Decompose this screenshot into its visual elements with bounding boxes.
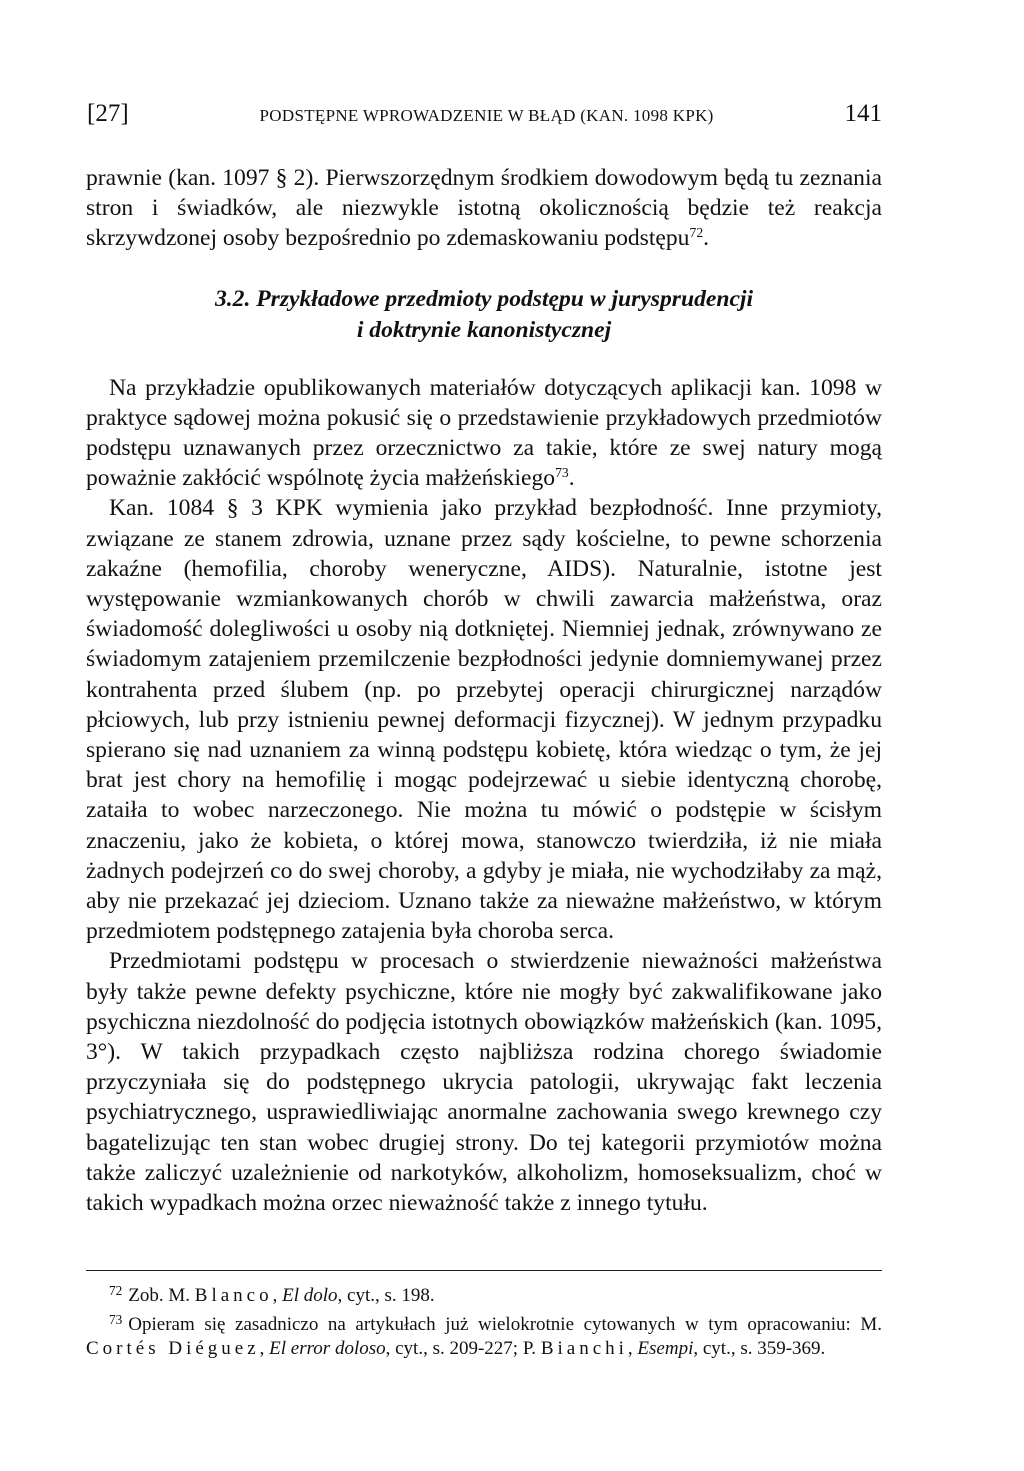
footnote-72 [86,1279,882,1308]
footnote-72-title: El dolo [282,1284,338,1306]
section-heading-line-2: i doktrynie kanonistycznej [356,316,612,343]
paragraph-3: Kan. 1084 § 3 KPK wymienia jako przykład bezpłodność. Inne przymioty, związane ze stanem zdrowia, uznane przez sądy kościelne, to pewne schorzenia zakaźne (hemofilia, choroby weneryczne, AIDS). Naturalnie, istotne jest występowanie wzmiankowanych chorób w chwili zawarcia małżeństwa, oraz świadomość dolegliwości u osoby nią dotkniętej. Niemniej jednak, zrównywano ze świadomym zatajeniem przemilczenie bezpłodności jedynie domniemywanej przez kontrahenta przed ślubem (np. po przebytej operacji chirurgicznej narządów płciowych, lub przy istnieniu pewnej deformacji fizycznej). W jednym przypadku spierano się nad uznaniem za winną podstępu kobietę, która wiedząc o tym, że jej brat jest chory na hemofilię i mogąc podejrzewać u siebie identyczną chorobę, zataiła to wobec narzeczonego. Nie można tu mówić o podstępie w ścisłym znaczeniu, jako że kobieta, o której mowa, stanowczo twierdziła, iż nie miała żadnych podejrzeń co do swej choroby, a gdyby je miała, nie wychodziłaby za mąż, aby nie przekazać jej dzieciom. Uznano także za nieważne małżeństwo, w którym przedmiotem podstępnego zatajenia była choroba serca. [86,495,882,945]
section-heading-line-1: 3.2. Przykładowe przedmioty podstępu w jurysprudencji [214,285,754,312]
footnote-73-author-1: Cortés Diéguez [86,1337,260,1359]
footnote-73-citation-1: , cyt., s. 209-227; P. [385,1337,541,1359]
section-number: [27] [87,100,129,127]
running-header [87,100,882,128]
running-title: PODSTĘPNE WPROWADZENIE W BŁĄD (KAN. 1098 KPK) [259,106,714,125]
footnote-73 [86,1308,882,1361]
paragraph-1-text: prawnie (kan. 1097 § 2). Pierwszorzędnym środkiem dowodowym będą tu zeznania stron i świadków, ale niezwykle istotną okolicznością będzie też reakcja skrzywdzonej osoby bezpośrednio po zdemaskowaniu podstępu [86,165,882,252]
paragraph-1 [86,163,882,254]
footnote-72-number: 72 [109,1283,123,1298]
paragraph-1-end: . [703,225,710,252]
footnote-72-separator: , [272,1284,283,1306]
footnote-73-citation-2: , cyt., s. 359-369. [693,1337,826,1359]
footnote-73-separator-2: , [627,1337,638,1359]
paragraph-2-end: . [568,465,575,492]
body-text [86,163,882,1218]
footnote-73-title-1: El error doloso [269,1337,386,1359]
footnote-ref-73: 73 [555,465,569,481]
footnote-72-citation: , cyt., s. 198. [337,1284,435,1306]
footnote-72-author: Blanco [194,1284,273,1306]
paragraph-2-text: Na przykładzie opublikowanych materiałów dotyczących aplikacji kan. 1098 w praktyce sądowej można pokusić się o przedstawienie przykładowych przedmiotów podstępu uznawanych przez orzecznictwo za takie, które ze swej natury mogą poważnie zakłócić wspólnotę życia małżeńskiego [86,374,882,492]
footnote-73-text: Opieram się zasadniczo na artykułach już wielokrotnie cytowanych w tym opracowaniu: M. [128,1313,882,1335]
footnotes [86,1270,882,1361]
footnote-72-text: Zob. M. [128,1284,195,1306]
footnote-73-author-2: Bianchi [540,1337,628,1359]
section-heading [86,284,882,346]
paragraph-2 [86,373,882,494]
footnote-73-separator-1: , [259,1337,270,1359]
footnote-ref-72: 72 [689,225,704,241]
paragraph-4: Przedmiotami podstępu w procesach o stwierdzenie nieważności małżeństwa były także pewne defekty psychiczne, które nie mogły być zakwalifikowane jako psychiczna niezdolność do podjęcia istotnych obowiązków małżeńskich (kan. 1095, 3°). W takich przypadkach często najbliższa rodzina chorego świadomie przyczyniała się do podstępnego ukrycia patologii, ukrywając fakt leczenia psychiatrycznego, usprawiedliwiając anormalne zachowania swego krewnego czy bagatelizując ten stan wobec drugiej strony. Do tej kategorii przymiotów można także zaliczyć uzależnienie od narkotyków, alkoholizm, homoseksualizm, choć w takich wypadkach można orzec nieważność także z innego tytułu. [86,948,882,1217]
footnote-73-number: 73 [109,1311,123,1327]
footnote-73-title-2: Esempi [637,1337,694,1359]
page-number: 141 [844,100,882,127]
